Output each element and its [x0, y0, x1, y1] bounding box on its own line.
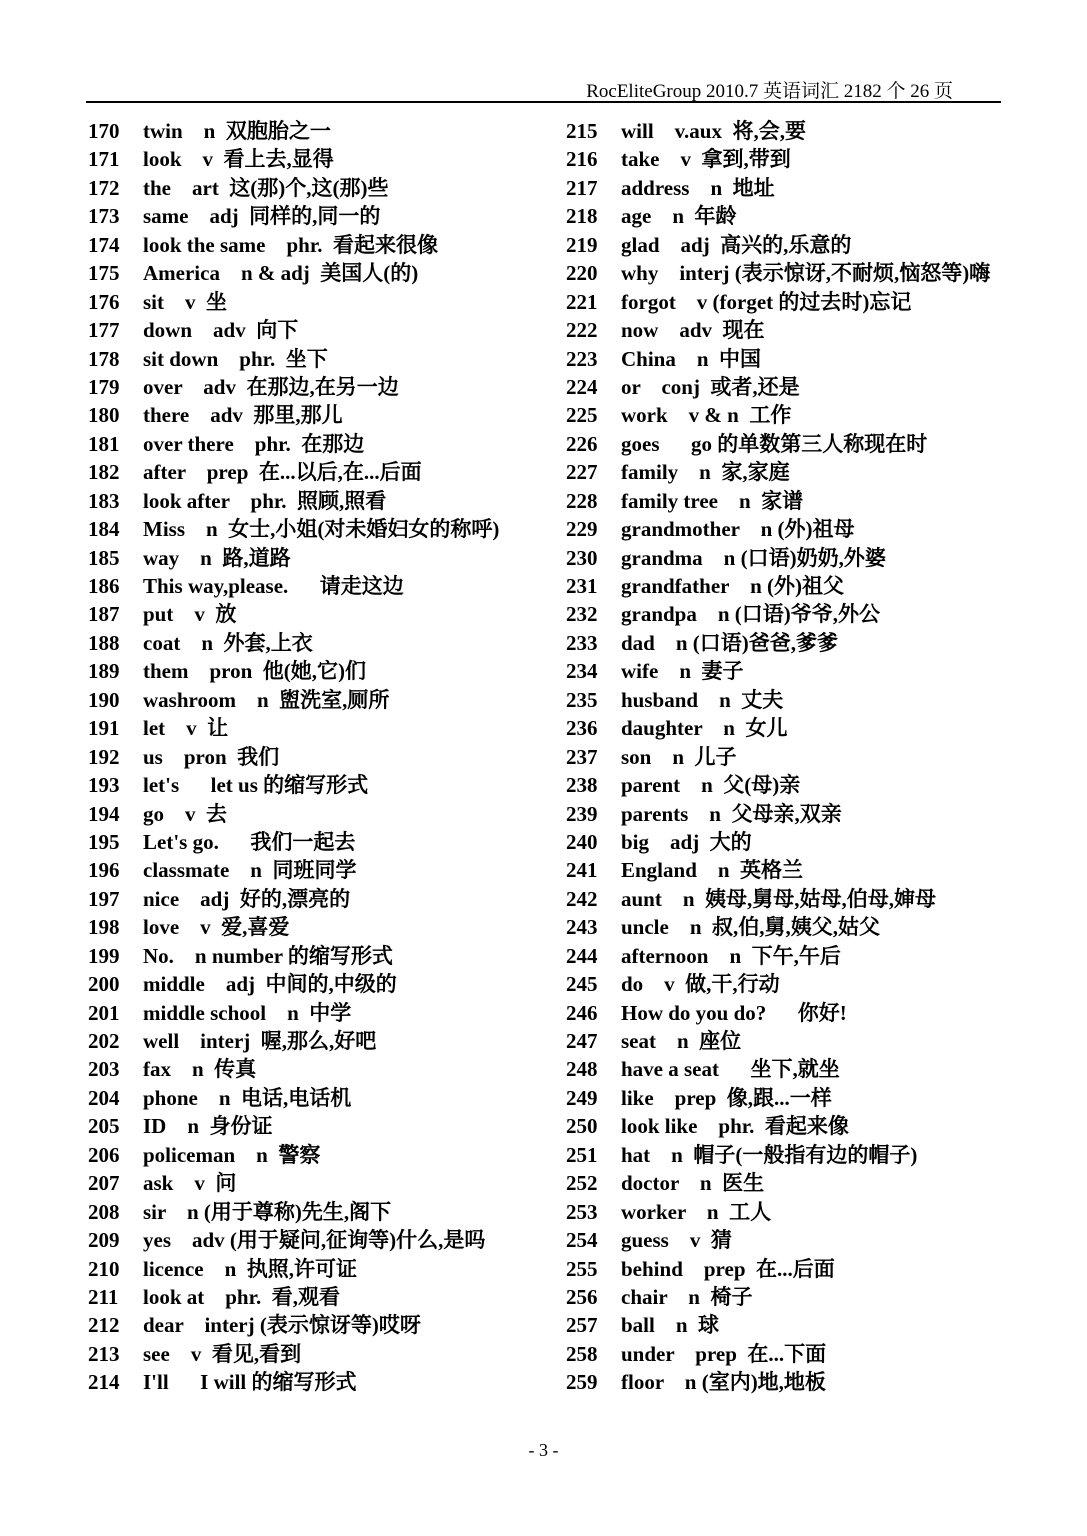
vocab-entry: [566, 1255, 1016, 1283]
entry-number: 219: [566, 232, 598, 257]
entry-number: 250: [566, 1114, 598, 1139]
vocab-entry: [88, 373, 558, 401]
entry-number: 179: [88, 374, 120, 399]
entry-number: 172: [88, 175, 120, 200]
vocab-entry: [88, 1084, 558, 1112]
entry-text: doctor n 医生: [621, 1171, 765, 1196]
vocab-entry: [566, 629, 1016, 657]
entry-number: 237: [566, 744, 598, 769]
vocab-entry: [566, 316, 1016, 344]
entry-number: 201: [88, 1000, 120, 1025]
entry-number: 193: [88, 773, 120, 798]
vocab-entry: [566, 856, 1016, 884]
vocab-entry: [88, 942, 558, 970]
entry-number: 181: [88, 431, 120, 456]
entry-number: 218: [566, 204, 598, 229]
vocab-entry: [566, 544, 1016, 572]
vocab-entry: [88, 1198, 558, 1226]
entry-number: 255: [566, 1256, 598, 1281]
vocab-entry: [566, 970, 1016, 998]
entry-number: 175: [88, 261, 120, 286]
vocab-entry: [88, 401, 558, 429]
entry-text: No. n number 的缩写形式: [143, 943, 393, 968]
vocab-entry: [566, 430, 1016, 458]
entry-text: licence n 执照,许可证: [143, 1256, 358, 1281]
entry-text: well interj 喔,那么,好吧: [143, 1029, 377, 1053]
entry-number: 197: [88, 886, 120, 911]
vocab-entry: [566, 714, 1016, 742]
entry-text: middle school n 中学: [143, 1000, 352, 1025]
entry-text: aunt n 姨母,舅母,姑母,伯母,婶母: [621, 886, 937, 911]
entry-text: goes go 的单数第三人称现在时: [621, 431, 928, 456]
entry-text: take v 拿到,带到: [621, 147, 791, 172]
entry-text: seat n 座位: [621, 1029, 742, 1053]
vocab-entry: [88, 771, 558, 799]
entry-number: 236: [566, 716, 598, 741]
entry-number: 248: [566, 1057, 598, 1082]
entry-text: ball n 球: [621, 1313, 720, 1338]
entry-text: the art 这(那)个,这(那)些: [143, 175, 389, 200]
entry-text: age n 年龄: [621, 204, 737, 229]
vocab-entry: [88, 145, 558, 173]
vocab-entry: [566, 572, 1016, 600]
entry-number: 222: [566, 318, 598, 343]
entry-text: How do you do? 你好!: [621, 1000, 847, 1025]
entry-text: or conj 或者,还是: [621, 374, 800, 399]
entry-text: ID n 身份证: [143, 1114, 273, 1139]
entry-number: 258: [566, 1341, 598, 1366]
entry-number: 245: [566, 972, 598, 997]
entry-text: look like phr. 看起来像: [621, 1114, 849, 1139]
vocab-entry: [566, 288, 1016, 316]
vocab-entry: [566, 686, 1016, 714]
entry-number: 251: [566, 1142, 598, 1167]
entry-text: I'll I will 的缩写形式: [143, 1370, 357, 1395]
entry-number: 233: [566, 630, 598, 655]
vocab-entry: [88, 515, 558, 543]
entry-text: fax n 传真: [143, 1057, 257, 1082]
entry-text: nice adj 好的,漂亮的: [143, 886, 351, 911]
vocab-entry: [566, 1055, 1016, 1083]
entry-text: washroom n 盥洗室,厕所: [143, 687, 390, 712]
vocab-entry: [88, 231, 558, 259]
vocab-entry: [566, 771, 1016, 799]
entry-text: will v.aux 将,会,要: [621, 119, 806, 143]
entry-number: 188: [88, 630, 120, 655]
entry-number: 247: [566, 1029, 598, 1053]
vocab-entry: [88, 1311, 558, 1339]
entry-text: parent n 父(母)亲: [621, 773, 801, 798]
entry-number: 184: [88, 517, 120, 542]
entry-number: 230: [566, 545, 598, 570]
entry-text: uncle n 叔,伯,舅,姨父,姑父: [621, 915, 881, 940]
entry-text: put v 放: [143, 602, 237, 627]
vocab-entry: [88, 1255, 558, 1283]
entry-text: them pron 他(她,它)们: [143, 659, 367, 684]
entry-number: 232: [566, 602, 598, 627]
entry-number: 194: [88, 801, 120, 826]
entry-number: 244: [566, 943, 598, 968]
entry-number: 207: [88, 1171, 120, 1196]
entry-number: 196: [88, 858, 120, 883]
entry-text: worker n 工人: [621, 1199, 772, 1224]
entry-text: parents n 父母亲,双亲: [621, 801, 842, 826]
vocab-entry: [566, 942, 1016, 970]
entry-number: 210: [88, 1256, 120, 1281]
entry-text: twin n 双胞胎之一: [143, 119, 331, 143]
vocab-entry: [88, 1226, 558, 1254]
vocab-entry: [566, 828, 1016, 856]
vocab-entry: [566, 1311, 1016, 1339]
entry-number: 228: [566, 488, 598, 513]
entry-text: look at phr. 看,观看: [143, 1284, 341, 1309]
entry-number: 231: [566, 574, 598, 598]
entry-text: son n 儿子: [621, 744, 737, 769]
page-number: - 3 -: [528, 1440, 559, 1460]
entry-text: under prep 在...下面: [621, 1341, 827, 1366]
entry-text: yes adv (用于疑问,征询等)什么,是吗: [143, 1228, 486, 1253]
vocab-entry: [566, 373, 1016, 401]
vocab-entry: [88, 487, 558, 515]
entry-number: 240: [566, 829, 598, 854]
entry-text: forgot v (forget 的过去时)忘记: [621, 289, 912, 314]
vocab-entry: [88, 999, 558, 1027]
entry-number: 203: [88, 1057, 120, 1082]
entry-number: 182: [88, 460, 120, 485]
entry-text: let's let us 的缩写形式: [143, 773, 369, 798]
entry-text: see v 看见,看到: [143, 1341, 302, 1366]
vocab-entry: [566, 1084, 1016, 1112]
entry-text: sit v 坐: [143, 289, 227, 314]
entry-text: Miss n 女士,小姐(对未婚妇女的称呼): [143, 517, 500, 542]
entry-number: 212: [88, 1313, 120, 1338]
vocab-entry: [88, 800, 558, 828]
entry-number: 206: [88, 1142, 120, 1167]
entry-number: 252: [566, 1171, 598, 1196]
entry-text: us pron 我们: [143, 744, 280, 769]
vocab-entry: [566, 657, 1016, 685]
vocab-entry: [88, 600, 558, 628]
entry-text: grandma n (口语)奶奶,外婆: [621, 545, 886, 570]
entry-number: 211: [88, 1284, 119, 1309]
entry-number: 173: [88, 204, 120, 229]
vocab-entry: [566, 1198, 1016, 1226]
entry-text: grandfather n (外)祖父: [621, 574, 845, 598]
entry-text: over there phr. 在那边: [143, 431, 365, 456]
vocab-entry: [88, 1055, 558, 1083]
vocab-column-right: [566, 117, 1016, 1397]
vocab-entry: [566, 259, 1016, 287]
vocab-entry: [566, 174, 1016, 202]
entry-number: 249: [566, 1085, 598, 1110]
vocab-entry: [88, 913, 558, 941]
entry-number: 227: [566, 460, 598, 485]
vocab-entry: [88, 117, 558, 145]
entry-text: America n & adj 美国人(的): [143, 261, 419, 286]
entry-number: 200: [88, 972, 120, 997]
entry-text: look after phr. 照顾,照看: [143, 488, 387, 513]
entry-number: 239: [566, 801, 598, 826]
entry-text: why interj (表示惊讶,不耐烦,恼怒等)嗨: [621, 261, 991, 286]
vocab-entry: [88, 202, 558, 230]
vocab-entry: [88, 1169, 558, 1197]
entry-text: sit down phr. 坐下: [143, 346, 328, 371]
vocab-column-left: [88, 117, 558, 1397]
entry-number: 238: [566, 773, 598, 798]
entry-number: 204: [88, 1085, 120, 1110]
entry-text: family n 家,家庭: [621, 460, 790, 485]
vocab-entry: [88, 430, 558, 458]
entry-number: 257: [566, 1313, 598, 1338]
entry-text: China n 中国: [621, 346, 762, 371]
entry-number: 185: [88, 545, 120, 570]
vocab-entry: [88, 544, 558, 572]
vocab-entry: [88, 657, 558, 685]
entry-text: behind prep 在...后面: [621, 1256, 835, 1281]
entry-text: like prep 像,跟...一样: [621, 1085, 832, 1110]
entry-text: now adv 现在: [621, 318, 765, 343]
vocab-entry: [566, 1368, 1016, 1396]
entry-text: there adv 那里,那儿: [143, 403, 343, 428]
vocab-entry: [88, 316, 558, 344]
entry-number: 226: [566, 431, 598, 456]
entry-number: 254: [566, 1228, 598, 1253]
vocab-entry: [566, 1283, 1016, 1311]
vocab-entry: [566, 1141, 1016, 1169]
entry-number: 186: [88, 574, 120, 598]
entry-text: over adv 在那边,在另一边: [143, 374, 399, 399]
vocab-entry: [566, 1169, 1016, 1197]
entry-number: 253: [566, 1199, 598, 1224]
entry-number: 213: [88, 1341, 120, 1366]
vocab-entry: [88, 856, 558, 884]
entry-number: 202: [88, 1029, 120, 1053]
vocab-entry: [566, 458, 1016, 486]
vocab-entry: [566, 145, 1016, 173]
entry-text: sir n (用于尊称)先生,阁下: [143, 1199, 392, 1224]
vocab-entry: [88, 572, 558, 600]
entry-text: way n 路,道路: [143, 545, 291, 570]
vocab-entry: [88, 288, 558, 316]
entry-number: 187: [88, 602, 120, 627]
entry-text: let v 让: [143, 716, 229, 741]
entry-number: 195: [88, 829, 120, 854]
entry-text: floor n (室内)地,地板: [621, 1370, 826, 1395]
entry-number: 241: [566, 858, 598, 883]
entry-text: classmate n 同班同学: [143, 858, 357, 883]
entry-text: same adj 同样的,同一的: [143, 204, 381, 229]
entry-number: 177: [88, 318, 120, 343]
entry-text: Let's go. 我们一起去: [143, 829, 356, 854]
entry-text: big adj 大的: [621, 829, 752, 854]
entry-text: family tree n 家谱: [621, 488, 804, 513]
vocab-entry: [566, 515, 1016, 543]
page-header: [86, 74, 1001, 103]
vocab-entry: [88, 1340, 558, 1368]
entry-text: middle adj 中间的,中级的: [143, 972, 397, 997]
vocab-entry: [566, 1112, 1016, 1140]
entry-text: dad n (口语)爸爸,爹爹: [621, 630, 839, 655]
entry-text: afternoon n 下午,午后: [621, 943, 841, 968]
entry-number: 205: [88, 1114, 120, 1139]
vocab-entry: [566, 999, 1016, 1027]
entry-text: dear interj (表示惊讶等)哎呀: [143, 1313, 421, 1338]
vocab-entry: [88, 686, 558, 714]
entry-number: 225: [566, 403, 598, 428]
entry-text: chair n 椅子: [621, 1284, 753, 1309]
vocab-entry: [88, 629, 558, 657]
entry-number: 217: [566, 175, 598, 200]
vocab-entry: [566, 800, 1016, 828]
entry-number: 170: [88, 119, 120, 143]
vocab-entry: [88, 1112, 558, 1140]
entry-number: 199: [88, 943, 120, 968]
entry-number: 171: [88, 147, 120, 172]
entry-number: 242: [566, 886, 598, 911]
vocab-entry: [566, 401, 1016, 429]
entry-number: 214: [88, 1370, 120, 1395]
entry-number: 176: [88, 289, 120, 314]
vocab-entry: [566, 1027, 1016, 1055]
vocab-entry: [88, 1141, 558, 1169]
entry-text: do v 做,干,行动: [621, 972, 780, 997]
vocab-entry: [88, 1368, 558, 1396]
entry-number: 191: [88, 716, 120, 741]
entry-number: 198: [88, 915, 120, 940]
entry-number: 189: [88, 659, 120, 684]
vocab-entry: [566, 487, 1016, 515]
entry-text: after prep 在...以后,在...后面: [143, 460, 422, 485]
entry-number: 174: [88, 232, 120, 257]
entry-number: 234: [566, 659, 598, 684]
vocab-entry: [88, 885, 558, 913]
entry-text: look v 看上去,显得: [143, 147, 334, 172]
vocab-entry: [566, 231, 1016, 259]
vocab-entry: [566, 913, 1016, 941]
entry-number: 215: [566, 119, 598, 143]
entry-number: 209: [88, 1228, 120, 1253]
entry-number: 243: [566, 915, 598, 940]
entry-number: 178: [88, 346, 120, 371]
vocab-entry: [88, 714, 558, 742]
vocab-entry: [88, 1283, 558, 1311]
entry-text: down adv 向下: [143, 318, 299, 343]
entry-text: look the same phr. 看起来很像: [143, 232, 438, 257]
entry-number: 208: [88, 1199, 120, 1224]
entry-number: 256: [566, 1284, 598, 1309]
entry-number: 220: [566, 261, 598, 286]
entry-text: grandpa n (口语)爷爷,外公: [621, 602, 881, 627]
vocab-entry: [88, 259, 558, 287]
entry-number: 235: [566, 687, 598, 712]
entry-text: go v 去: [143, 801, 227, 826]
entry-number: 223: [566, 346, 598, 371]
vocab-entry: [88, 458, 558, 486]
entry-text: wife n 妻子: [621, 659, 744, 684]
entry-number: 183: [88, 488, 120, 513]
entry-number: 180: [88, 403, 120, 428]
entry-text: coat n 外套,上衣: [143, 630, 313, 655]
entry-number: 246: [566, 1000, 598, 1025]
entry-text: glad adj 高兴的,乐意的: [621, 232, 852, 257]
entry-text: guess v 猜: [621, 1228, 732, 1253]
entry-text: policeman n 警察: [143, 1142, 321, 1167]
entry-number: 216: [566, 147, 598, 172]
entry-number: 229: [566, 517, 598, 542]
entry-text: work v & n 工作: [621, 403, 792, 428]
entry-text: phone n 电话,电话机: [143, 1085, 352, 1110]
vocab-entry: [566, 345, 1016, 373]
vocab-entry: [566, 1226, 1016, 1254]
entry-text: grandmother n (外)祖母: [621, 517, 855, 542]
entry-text: love v 爱,喜爱: [143, 915, 290, 940]
entry-text: address n 地址: [621, 175, 775, 200]
vocab-entry: [566, 1340, 1016, 1368]
entry-text: have a seat 坐下,就坐: [621, 1057, 840, 1082]
entry-text: England n 英格兰: [621, 858, 804, 883]
entry-number: 259: [566, 1370, 598, 1395]
vocab-entry: [566, 885, 1016, 913]
entry-text: daughter n 女儿: [621, 716, 788, 741]
vocab-entry: [88, 743, 558, 771]
vocab-entry: [566, 600, 1016, 628]
vocab-entry: [88, 1027, 558, 1055]
vocab-entry: [88, 174, 558, 202]
entry-text: hat n 帽子(一般指有边的帽子): [621, 1142, 918, 1167]
entry-text: ask v 问: [143, 1171, 237, 1196]
header-text: RocEliteGroup 2010.7 英语词汇 2182 个 26 页: [586, 81, 953, 102]
entry-number: 190: [88, 687, 120, 712]
entry-number: 192: [88, 744, 120, 769]
vocab-entry: [88, 345, 558, 373]
vocab-entry: [88, 828, 558, 856]
entry-number: 224: [566, 374, 598, 399]
vocab-entry: [88, 970, 558, 998]
vocab-entry: [566, 202, 1016, 230]
entry-text: This way,please. 请走这边: [143, 574, 404, 598]
entry-number: 221: [566, 289, 598, 314]
vocab-entry: [566, 743, 1016, 771]
entry-text: husband n 丈夫: [621, 687, 784, 712]
vocab-entry: [566, 117, 1016, 145]
